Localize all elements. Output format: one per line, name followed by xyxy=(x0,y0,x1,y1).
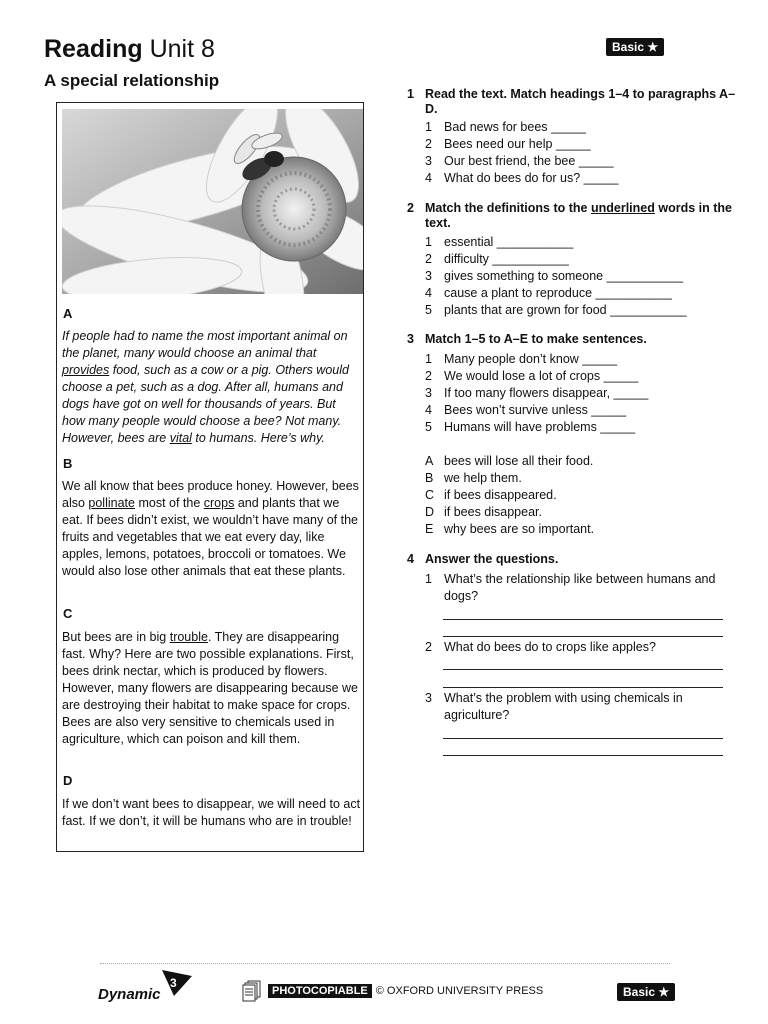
task-1-item: 4 What do bees do for us? _____ xyxy=(425,171,619,185)
paragraph-a: If people had to name the most important animal on the planet, many would choose an animal that provides food, such as a cow or a pig. Others would choose a pet, such as a dog. After all, humans and dogs have got on well for thousands of years. But how many people would choose a bee? Not many. However, bees are vital to humans. Here’s why. xyxy=(62,329,349,445)
task-1-item: 3 Our best friend, the bee _____ xyxy=(425,154,614,168)
task-3-instruction: 3 Match 1–5 to A–E to make sentences. xyxy=(407,332,647,346)
answer-line[interactable] xyxy=(443,738,723,739)
word-crops: crops xyxy=(203,496,235,510)
task-1-item: 2 Bees need our help _____ xyxy=(425,137,591,151)
photocopiable-label: PHOTOCOPIABLE xyxy=(268,984,372,998)
answer-line[interactable] xyxy=(443,687,723,688)
paragraph-d-heading: D xyxy=(63,773,73,788)
task-3-ending: C if bees disappeared. xyxy=(425,488,557,502)
answer-line[interactable] xyxy=(443,669,723,670)
task-3-ending: A bees will lose all their food. xyxy=(425,454,594,468)
bee-on-flower-photo xyxy=(62,109,363,294)
task-4-question: 2 What do bees do to crops like apples? xyxy=(425,640,656,654)
answer-line[interactable] xyxy=(443,619,723,620)
task-1-item: 1 Bad news for bees _____ xyxy=(425,120,586,134)
task-3-ending: E why bees are so important. xyxy=(425,522,595,536)
page-title xyxy=(44,34,215,64)
task-2-item: 4 cause a plant to reproduce ___________ xyxy=(425,286,672,300)
paragraph-d: If we don’t want bees to disappear, we will need to act fast. If we don’t, it will be humans who are in trouble! xyxy=(62,797,361,828)
document-stack-icon xyxy=(242,980,262,1002)
paragraph-c-heading: C xyxy=(63,606,73,621)
word-vital: vital xyxy=(169,431,192,445)
paragraph-a-heading: A xyxy=(63,306,73,321)
task-2-item: 5 plants that are grown for food ___________ xyxy=(425,303,687,317)
svg-text:Dynamic: Dynamic xyxy=(98,986,161,1003)
task-3-item: 2 We would lose a lot of crops _____ xyxy=(425,369,639,383)
copyright-text: © OXFORD UNIVERSITY PRESS xyxy=(375,985,544,997)
task-3-item: 5 Humans will have problems _____ xyxy=(425,420,636,434)
subtitle: A special relationship xyxy=(44,71,220,90)
task-4-question: 1 What’s the relationship like between humans and dogs? xyxy=(425,572,716,603)
reading-text-box xyxy=(56,102,364,852)
task-2-item: 3 gives something to someone ___________ xyxy=(425,269,684,283)
answer-line[interactable] xyxy=(443,755,723,756)
paragraph-b: We all know that bees produce honey. However, bees also pollinate most of the crops and plants that we eat. If bees didn’t exist, we wouldn’t have many of the fruits and vegetables that we eat every day, like apples, lemons, potatoes, broccoli or tomatoes. We would also lose other animals that eat these plants. xyxy=(62,479,359,578)
task-2-item: 2 difficulty ___________ xyxy=(425,252,569,266)
dynamic-logo xyxy=(96,968,196,1009)
title-unit: Unit 8 xyxy=(149,35,215,63)
dynamic-logo-graphic xyxy=(96,968,196,1004)
task-3-ending: D if bees disappear. xyxy=(425,505,542,519)
word-provides: provides xyxy=(62,363,110,377)
task-3-ending: B we help them. xyxy=(425,471,522,485)
task-4-question: 3 What’s the problem with using chemicals in agriculture? xyxy=(425,691,683,722)
word-pollinate: pollinate xyxy=(88,496,135,510)
task-2-instruction: 2 Match the definitions to the underlined words in the text. xyxy=(407,201,732,230)
paragraph-b-heading: B xyxy=(63,456,73,471)
task-3-item: 4 Bees won’t survive unless _____ xyxy=(425,403,627,417)
task-2-item: 1 essential ___________ xyxy=(425,235,574,249)
footer-copyright xyxy=(242,980,543,1002)
level-badge-bottom: Basic ★ xyxy=(617,983,675,1001)
word-trouble: trouble xyxy=(169,630,208,644)
footer-divider xyxy=(100,963,670,964)
task-3-item: 1 Many people don’t know _____ xyxy=(425,352,618,366)
paragraph-c: But bees are in big trouble. They are disappearing fast. Why? Here are two possible explanations. First, bees drink nectar, which is produced by flowers. However, many flowers are disappearing because we are destroying their habitat to make space for crops. Bees are also very sensitive to chemicals used in agriculture, which can poison and kill them. xyxy=(62,630,358,746)
task-4-instruction: 4 Answer the questions. xyxy=(407,552,559,566)
task-1-instruction: 1 Read the text. Match headings 1–4 to paragraphs A–D. xyxy=(407,87,736,116)
answer-line[interactable] xyxy=(443,636,723,637)
svg-text:3: 3 xyxy=(170,976,177,990)
task-3-item: 3 If too many flowers disappear, _____ xyxy=(425,386,649,400)
title-reading: Reading xyxy=(44,35,143,63)
level-badge-top: Basic ★ xyxy=(606,38,664,56)
